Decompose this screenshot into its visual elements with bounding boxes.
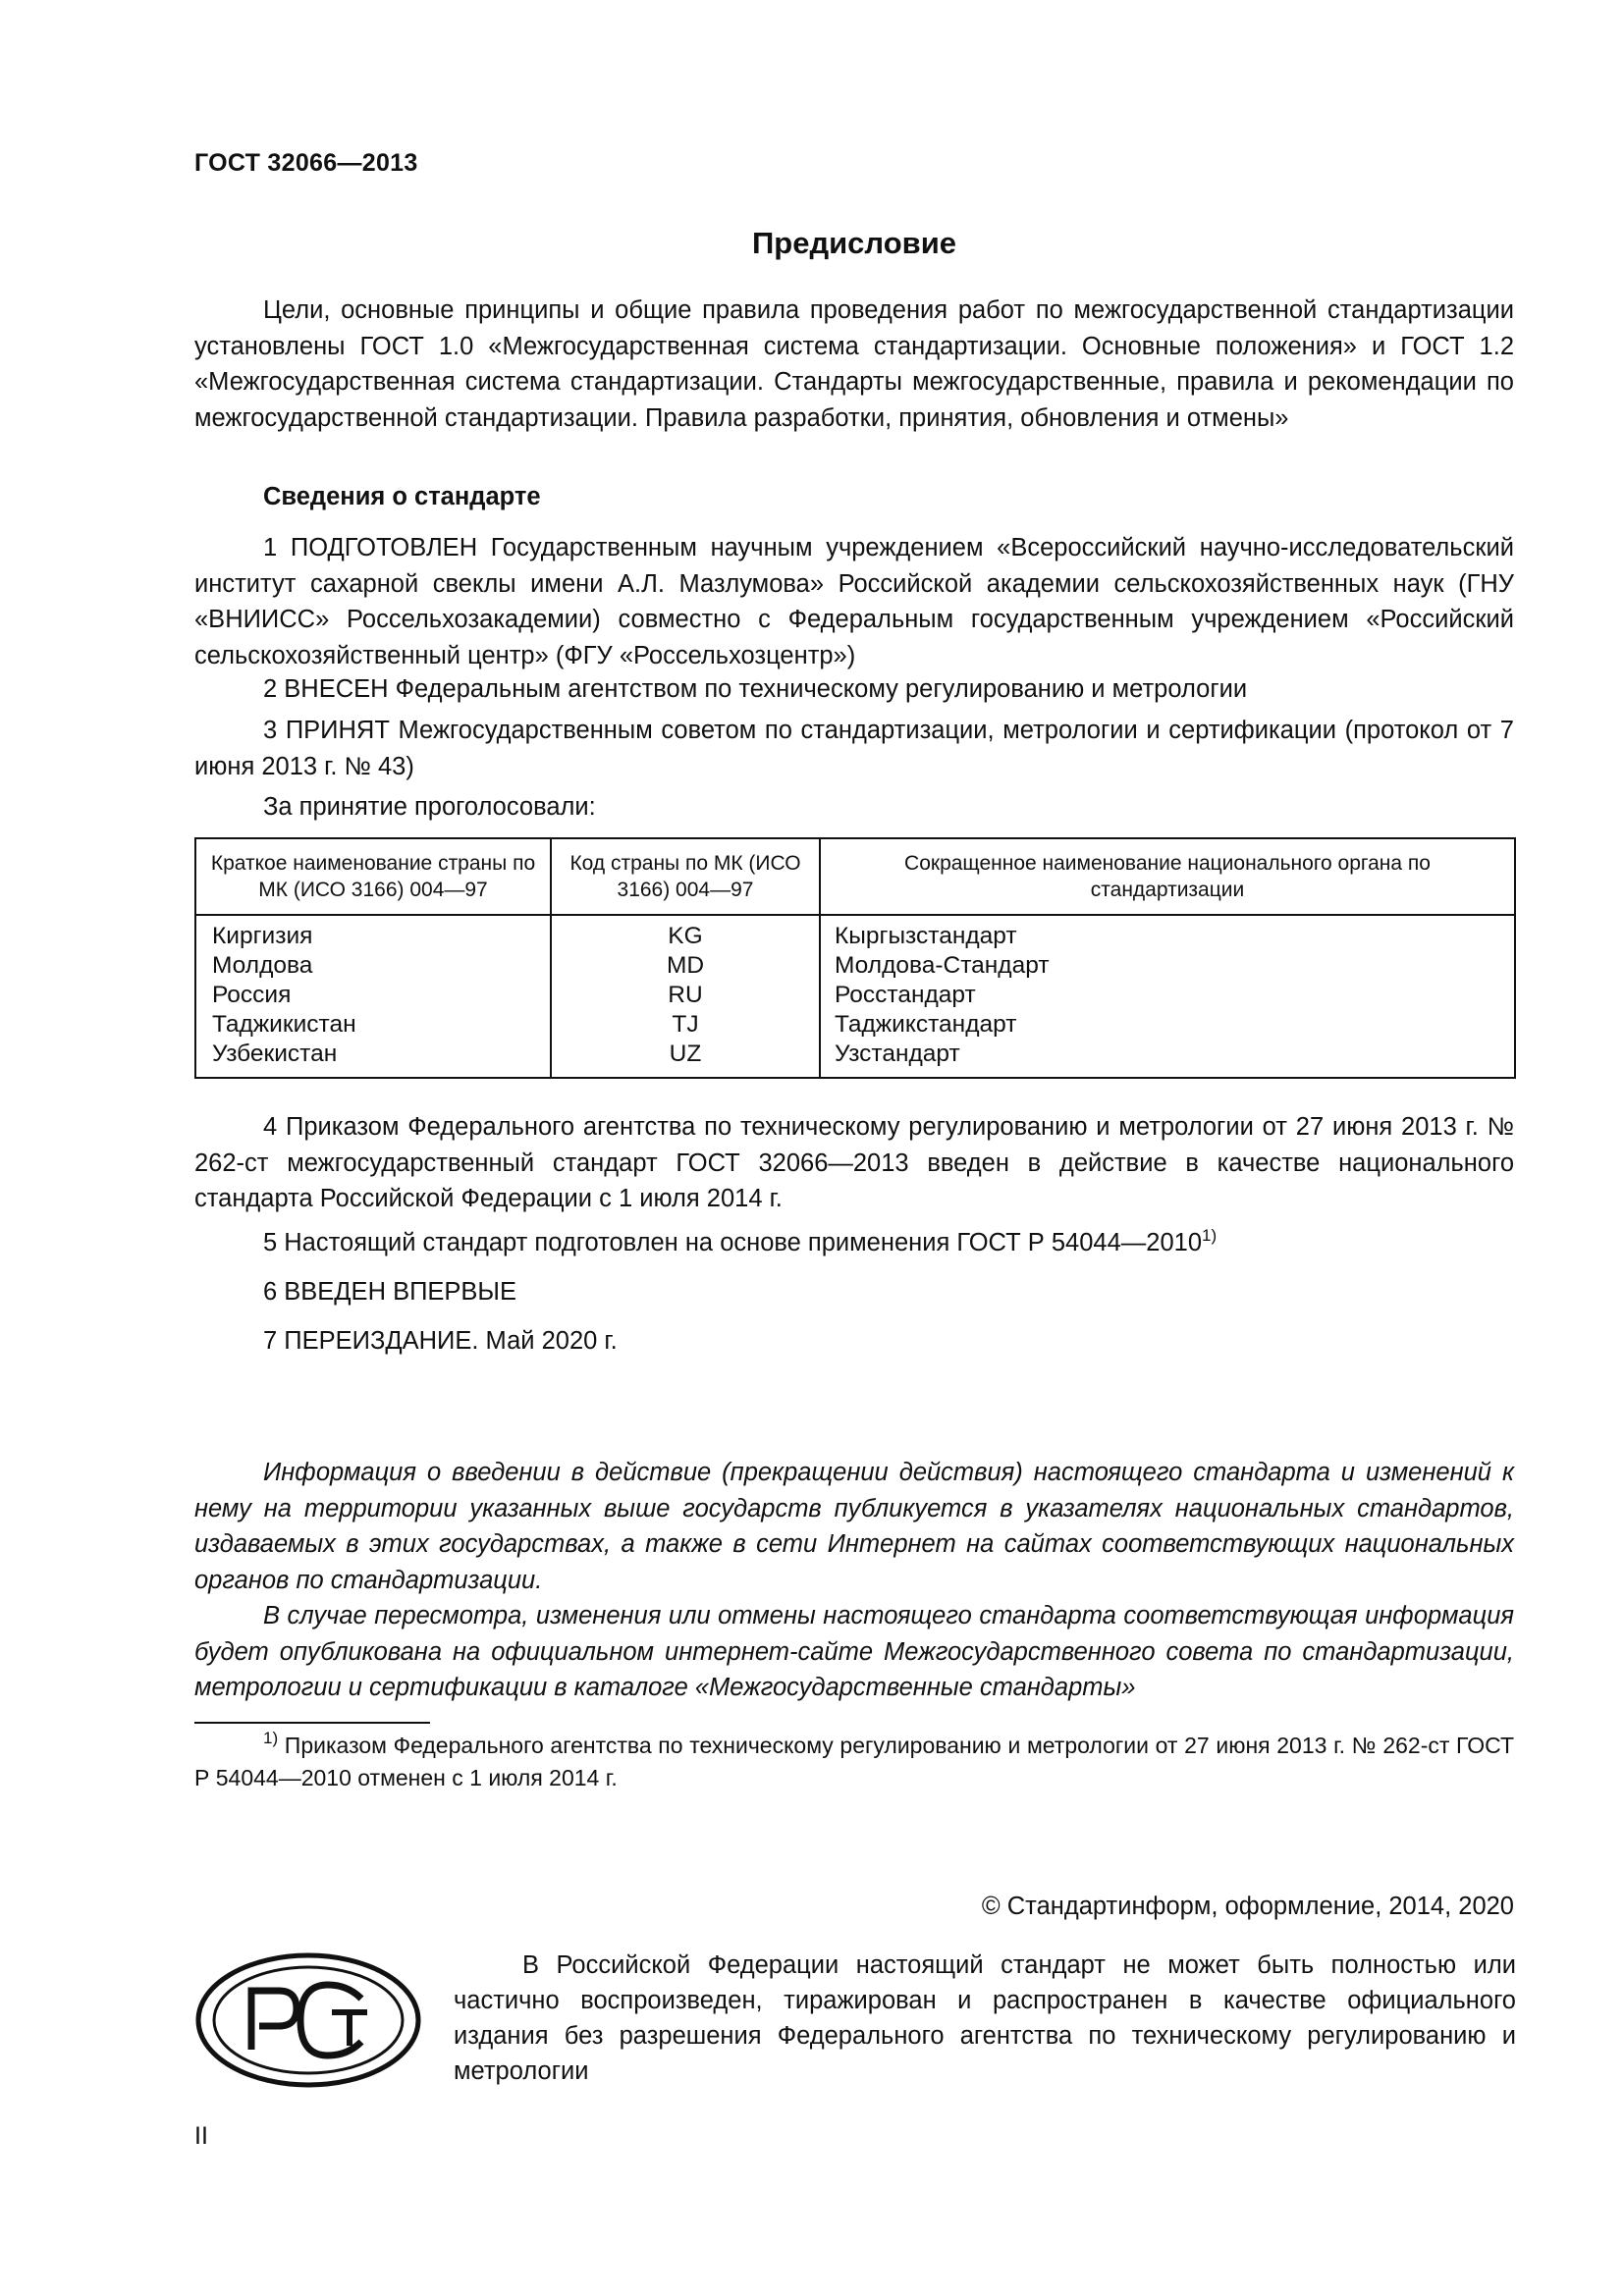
table-cell-body: Таджикстандарт [835,1011,1017,1038]
table-cell-country: Россия [212,982,292,1008]
table-body [196,916,1514,1077]
table-cell-code: TJ [672,1011,699,1038]
table-cell-code: UZ [669,1041,702,1067]
table-cell-body: Молдова-Стандарт [835,952,1050,979]
table-header-country: Краткое наименование страны по МК (ИСО 3166) 004—97 [210,852,536,901]
item-4-paragraph: 4 Приказом Федерального агентства по техническому регулированию и метрологии от 27 июня 2013 г. № 262-ст межгосударственный стандарт ГОСТ 32066—2013 введен в действие в качестве национального стандарта Российской Федерации с 1 июля 2014 г. [194,1113,1514,1212]
item-4-block [194,1109,1514,1217]
table-header-row [196,839,1514,916]
table-cell-country: Узбекистан [212,1041,338,1067]
item-2-block [194,671,1514,708]
item-3-paragraph: 3 ПРИНЯТ Межгосударственным советом по стандартизации, метрологии и сертификации (протокол от 7 июня 2013 г. № 43) [194,717,1514,780]
info-heading-block [194,479,1514,515]
document-code: ГОСТ 32066—2013 [194,149,418,177]
voted-block [194,789,1514,826]
intro-block [194,293,1514,436]
table-column-code [550,916,819,1077]
item-3-block [194,713,1514,784]
rights-notice [454,1948,1516,2089]
table-cell-code: RU [668,982,703,1008]
item-6-paragraph: 6 ВВЕДЕН ВПЕРВЫЕ [263,1278,517,1306]
item-1-paragraph: 1 ПОДГОТОВЛЕН Государственным научным учреждением «Всероссийский научно-исследовательский институт сахарной свеклы имени А.Л. Мазлумова» Российской академии сельскохозяйственных наук (ГНУ «ВНИИСС» Россельхозакадемии) совместно с Федеральным государственным учреждением «Российский сельскохозяйственный центр» (ФГУ «Россельхозцентр») [194,534,1514,669]
rights-paragraph: В Российской Федерации настоящий стандарт не может быть полностью или частично воспроизведен, тиражирован и распространен в качестве официального издания без разрешения Федерального агентства по техническому регулированию и метрологии [454,1951,1516,2085]
footnote-text: Приказом Федерального агентства по техническому регулированию и метрологии от 27 июня 2013 г. № 262-ст ГОСТ Р 54044—2010 отменен с 1 июля 2014 г. [194,1733,1514,1790]
item-7-block [194,1323,1514,1360]
item-5-text: 5 Настоящий стандарт подготовлен на основе применения ГОСТ Р 54044—2010 [263,1229,1203,1256]
page-number: II [194,2122,208,2150]
table-header-body: Сокращенное наименование национального органа по стандартизации [819,839,1514,914]
table-cell-code: KG [668,923,703,949]
notice-paragraph-1: Информация о введении в действие (прекращении действия) настоящего стандарта и изменений к нему на территории указанных выше государств публикуется в указателях национальных стандартов, издаваемых в этих государствах, а также в сети Интернет на сайтах соответствующих национальных органов по стандартизации. [194,1459,1514,1594]
table-cell-country: Киргизия [212,923,313,949]
table-column-country [196,916,550,1077]
voting-table [194,837,1516,1079]
table-cell-body: Кыргызстандарт [835,923,1017,949]
footnote [194,1730,1514,1794]
notice-block [194,1455,1514,1706]
footnote-divider [194,1722,430,1724]
item-6-block [194,1274,1514,1310]
page-title: Предисловие [751,226,956,260]
table-column-body [819,916,1514,1077]
info-heading: Сведения о стандарте [263,483,541,510]
table-cell-country: Молдова [212,952,313,979]
table-header-code: Код страны по МК (ИСО 3166) 004—97 [550,839,819,914]
gost-r-certification-mark-icon [194,1951,422,2089]
item-5-paragraph [194,1225,1514,1261]
item-7-paragraph: 7 ПЕРЕИЗДАНИЕ. Май 2020 г. [263,1327,618,1355]
item-5-block [194,1225,1514,1261]
footnote-paragraph [194,1730,1514,1794]
footnote-reference: 1) [1202,1226,1218,1245]
table-cell-body: Росстандарт [835,982,976,1008]
intro-paragraph: Цели, основные принципы и общие правила проведения работ по межгосударственной стандартизации установлены ГОСТ 1.0 «Межгосударственная система стандартизации. Основные положения» и ГОСТ 1.2 «Межгосударственная система стандартизации. Стандарты межгосударственные, правила и рекомендации по межгосударственной стандартизации. Правила разработки, принятия, обновления и отмены» [194,296,1514,432]
table-cell-country: Таджикистан [212,1011,356,1038]
table-cell-code: MD [666,952,705,979]
table-cell-body: Узстандарт [835,1041,960,1067]
copyright-notice: © Стандартинформ, оформление, 2014, 2020 [981,1893,1514,1920]
footnote-marker: 1) [263,1729,279,1747]
item-1-block [194,530,1514,673]
notice-paragraph-2: В случае пересмотра, изменения или отмены настоящего стандарта соответствующая информация будет опубликована на официальном интернет-сайте Межгосударственного совета по стандартизации, метрологии и сертификации в каталоге «Межгосударственные стандарты» [194,1602,1514,1701]
voted-label: За принятие проголосовали: [263,793,596,821]
item-2-paragraph: 2 ВНЕСЕН Федеральным агентством по техническому регулированию и метрологии [263,675,1248,703]
